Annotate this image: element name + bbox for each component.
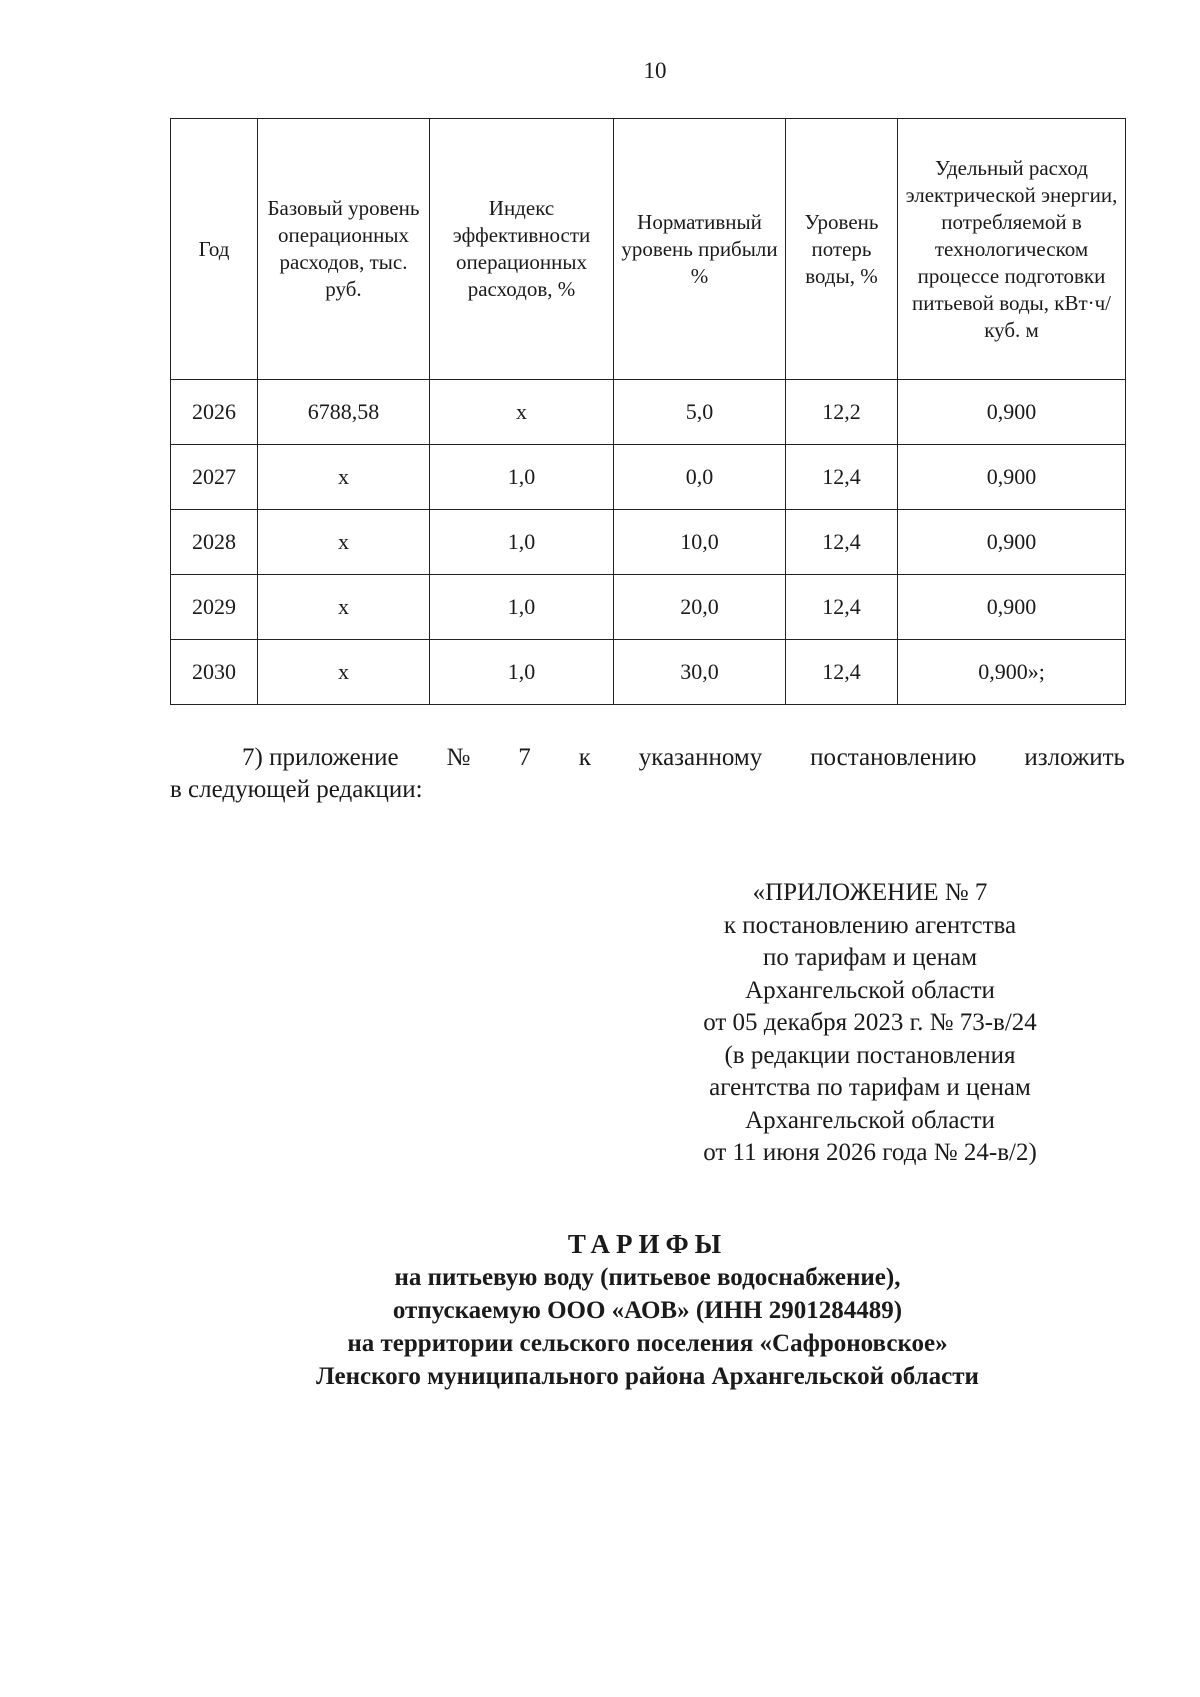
table-cell: 12,4 [786,510,898,575]
header-cell: Удельный расход электрической энергии, потребляемой в технологическом процессе подготовки питьевой воды, кВт·ч/куб. м [898,119,1126,380]
table-cell: 0,900 [898,445,1126,510]
title-line: на территории сельского поселения «Сафроновское» [347,1330,948,1357]
paragraph-word: 7 [518,744,531,771]
title-line: на питьевую воду (питьевое водоснабжение), [394,1264,901,1291]
table-header-row [171,119,1126,380]
table-cell: 0,900»; [898,640,1126,705]
header-cell: Нормативный уровень прибыли % [614,119,786,380]
table-cell: 6788,58 [258,380,430,445]
header-cell: Год [171,119,258,380]
header-cell: Уровень потерь воды, % [786,119,898,380]
table-cell: 20,0 [614,575,786,640]
table-cell: 1,0 [430,510,614,575]
appendix-line: «ПРИЛОЖЕНИЕ № 7 [752,879,988,906]
appendix-line: Архангельской области [745,1106,995,1134]
table-cell: 0,900 [898,510,1126,575]
amendment-paragraph [170,742,1125,806]
header-cell: Индекс эффективности операционных расходов, % [430,119,614,380]
appendix-line: агентства по тарифам и ценам [709,1074,1031,1101]
table-cell: 2027 [171,445,258,510]
table-cell: х [258,510,430,575]
paragraph-word: к [578,744,591,771]
table-cell: 2029 [171,575,258,640]
table-cell: 12,4 [786,445,898,510]
table-row [171,510,1126,575]
paragraph-line: в следующей редакции: [170,776,423,803]
table-row [171,445,1126,510]
title-line: Ленского муниципального района Архангельской области [316,1363,979,1390]
table-cell: 1,0 [430,640,614,705]
header-cell: Базовый уровень операционных расходов, тыс. руб. [258,119,430,380]
table-row [171,575,1126,640]
parameters-table [170,118,1126,705]
paragraph-word: указанному [638,744,763,771]
appendix-line: по тарифам и ценам [762,944,978,971]
table-cell: 0,900 [898,380,1126,445]
paragraph-word: № [446,744,471,771]
appendix-line: от 05 декабря 2023 г. № 73-в/24 [703,1009,1037,1036]
table-cell: х [430,380,614,445]
table-cell: 12,4 [786,640,898,705]
table-cell: 1,0 [430,575,614,640]
page-number: 10 [643,58,667,83]
table-cell: 0,0 [614,445,786,510]
table-cell: 2026 [171,380,258,445]
table-cell: х [258,445,430,510]
table-cell: 2030 [171,640,258,705]
table-cell: 5,0 [614,380,786,445]
paragraph-line [170,742,1125,774]
table-cell: х [258,575,430,640]
table-cell: 10,0 [614,510,786,575]
document-title [170,1228,1125,1393]
table-row [171,640,1126,705]
table-cell: 2028 [171,510,258,575]
table-cell: 30,0 [614,640,786,705]
appendix-line: (в редакции постановления [724,1041,1016,1069]
table-row [171,380,1126,445]
paragraph-word: изложить [1024,744,1125,771]
title-main: ТАРИФЫ [567,1229,728,1259]
appendix-line: к постановлению агентства [723,911,1017,939]
title-line: отпускаемую ООО «АОВ» (ИНН 2901284489) [392,1297,903,1324]
appendix-line: Архангельской области [745,976,995,1004]
table-cell: х [258,640,430,705]
appendix-header [640,877,1100,1170]
table-cell: 0,900 [898,575,1126,640]
table-cell: 12,4 [786,575,898,640]
table-cell: 1,0 [430,445,614,510]
paragraph-word: постановлению [810,744,977,771]
paragraph-word: 7) приложение [242,744,399,771]
appendix-line: от 11 июня 2026 года № 24-в/2) [703,1139,1037,1166]
table-cell: 12,2 [786,380,898,445]
